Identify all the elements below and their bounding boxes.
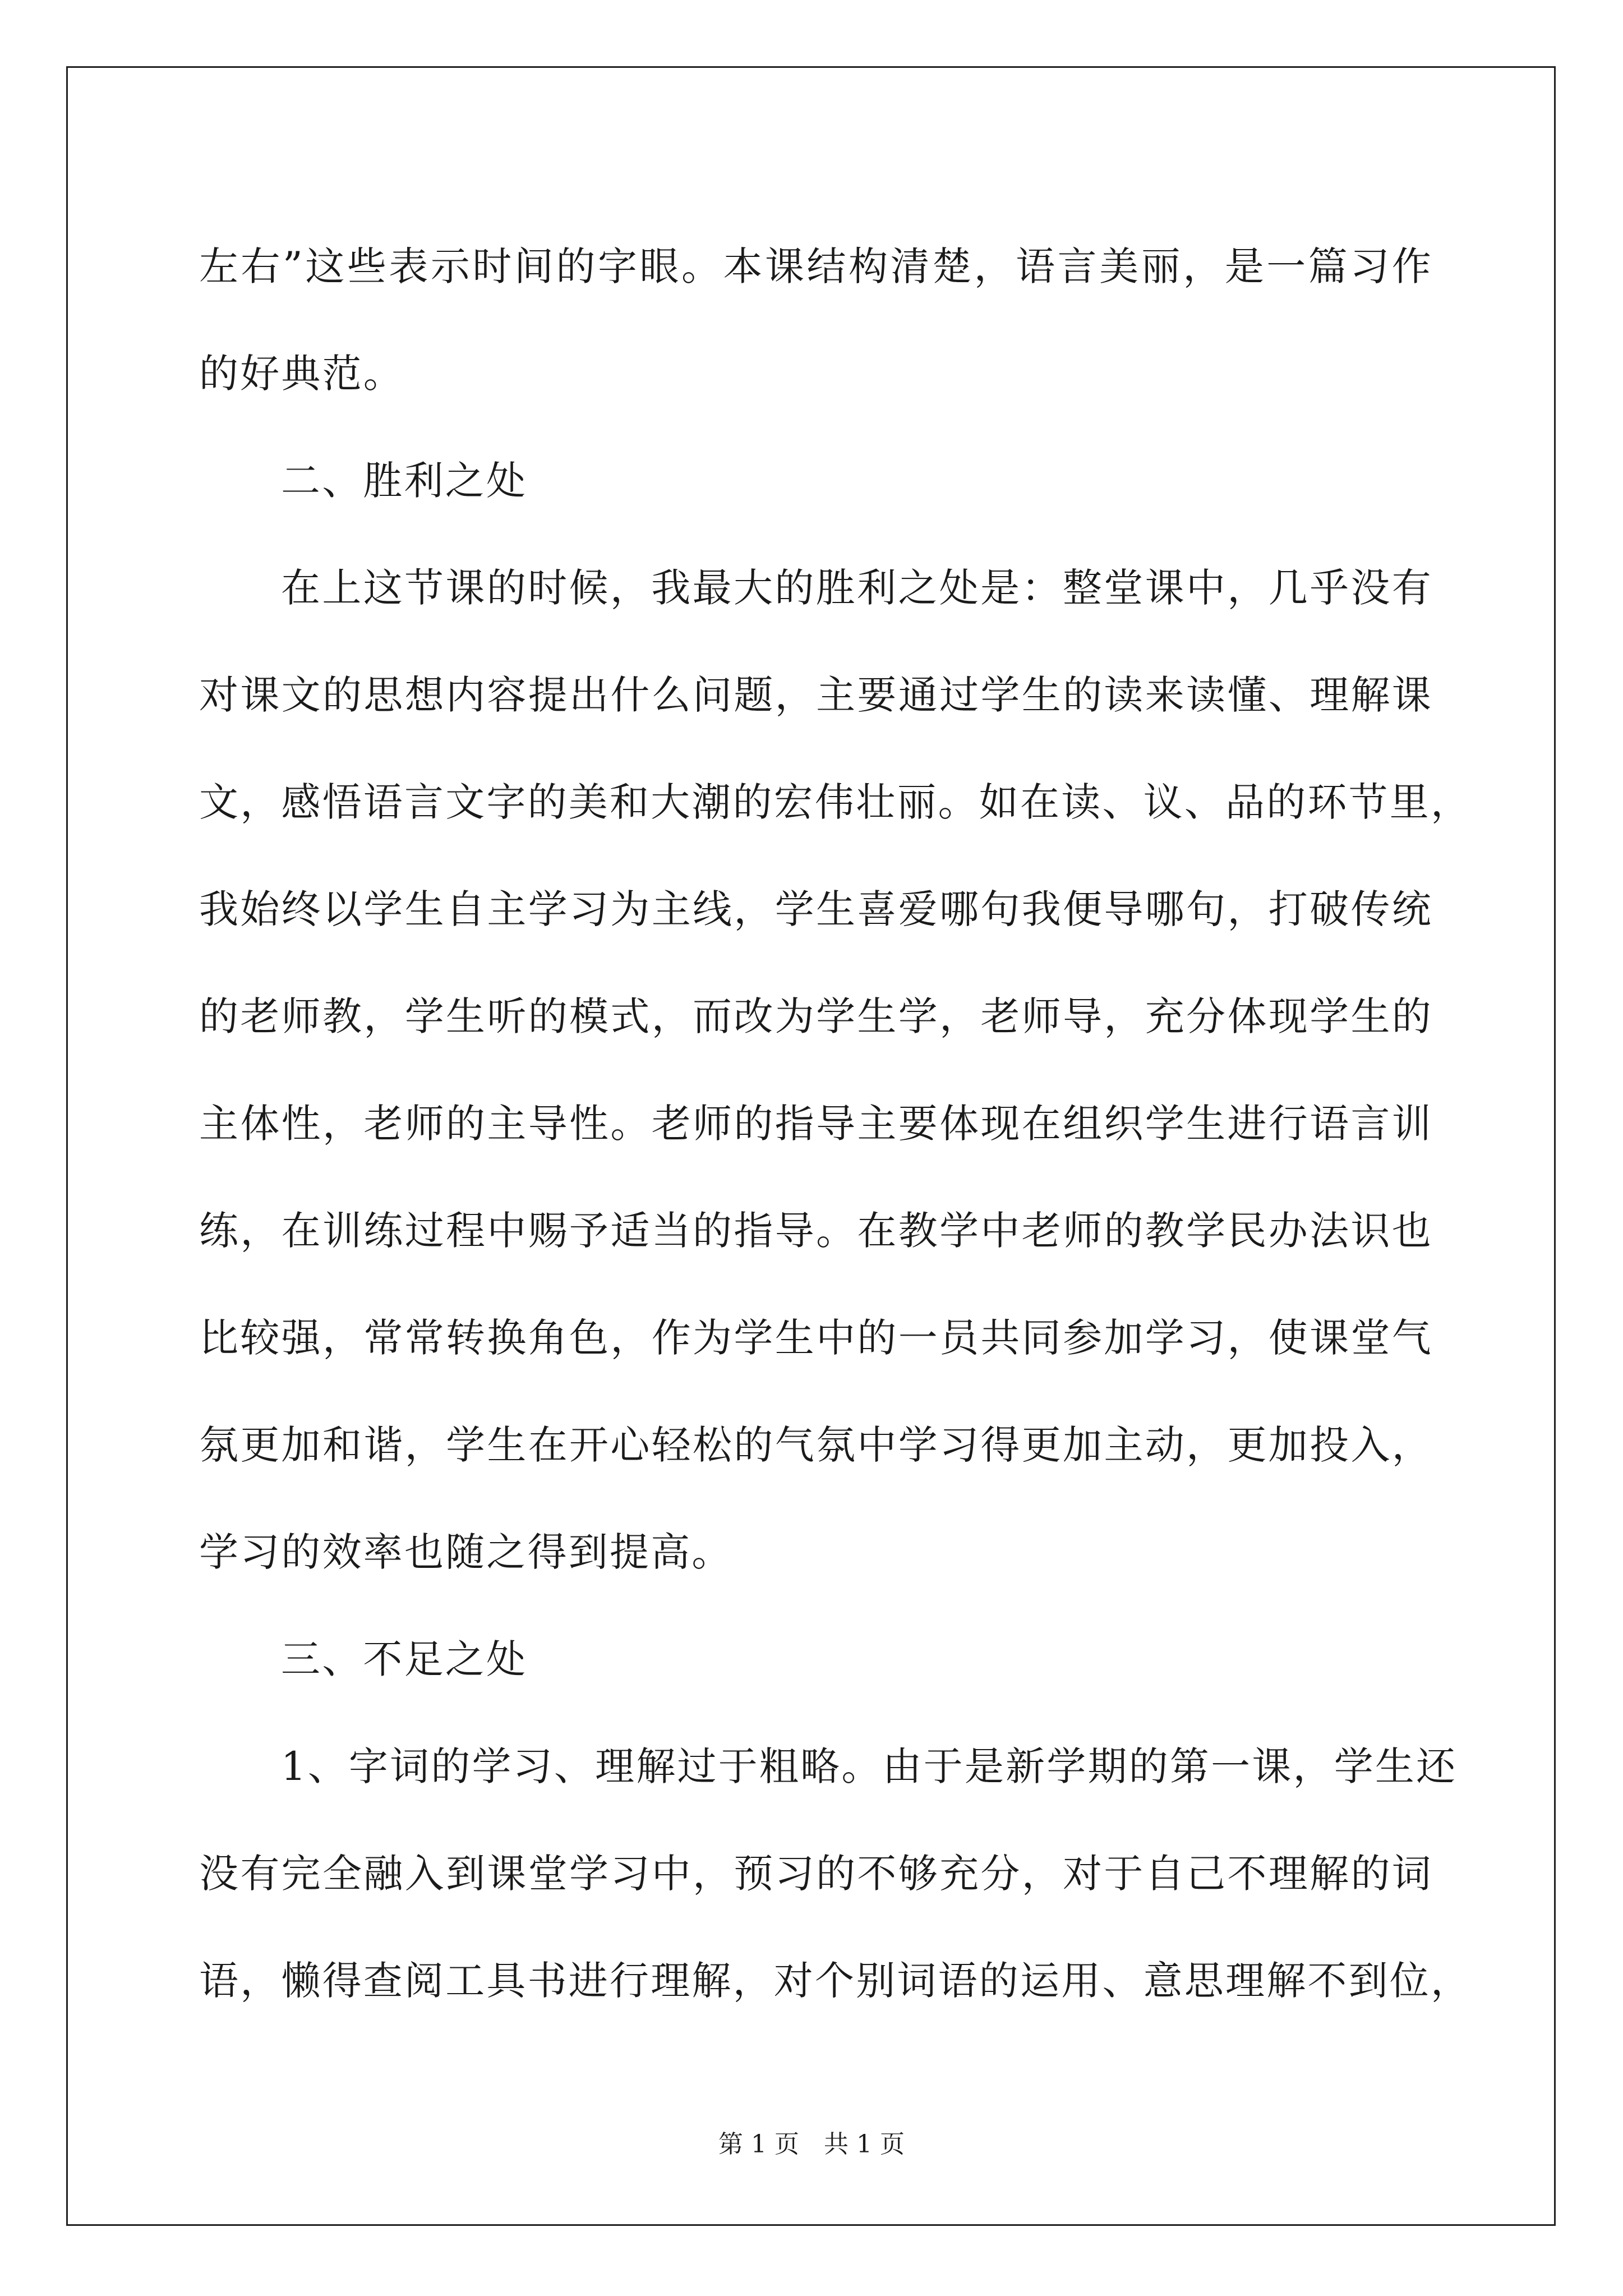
page-footer xyxy=(0,2129,1623,2160)
text-line: 比较强，常常转换角色，作为学生中的一员共同参加学习，使课堂气 xyxy=(199,1315,1433,1361)
text-line: 练，在训练过程中赐予适当的指导。在教学中老师的教学民办法识也 xyxy=(199,1208,1433,1254)
text-line: 1、字词的学习、理解过于粗略。由于是新学期的第一课，学生还 xyxy=(281,1743,1458,1789)
page-number: 第 1 页 xyxy=(718,2130,799,2159)
text-line: 对课文的思想内容提出什么问题，主要通过学生的读来读懂、理解课 xyxy=(199,672,1433,718)
text-line: 没有完全融入到课堂学习中，预习的不够充分，对于自己不理解的词 xyxy=(199,1851,1433,1897)
text-line: 主体性，老师的主导性。老师的指导主要体现在组织学生进行语言训 xyxy=(199,1101,1433,1147)
page-total: 共 1 页 xyxy=(824,2130,905,2159)
section-heading: 二、胜利之处 xyxy=(281,458,528,504)
text-line: 学习的效率也随之得到提高。 xyxy=(199,1529,733,1575)
text-line: 氛更加和谐，学生在开心轻松的气氛中学习得更加主动，更加投入， xyxy=(199,1422,1433,1468)
text-line: 文，感悟语言文字的美和大潮的宏伟壮丽。如在读、议、品的环节里， xyxy=(199,779,1472,825)
text-line: 的老师教，学生听的模式，而改为学生学，老师导，充分体现学生的 xyxy=(199,993,1433,1039)
text-line: 在上这节课的时候，我最大的胜利之处是：整堂课中，几乎没有 xyxy=(281,565,1433,611)
text-line: 的好典范。 xyxy=(199,351,404,397)
text-line: 左右”这些表示时间的字眼。本课结构清楚，语言美丽，是一篇习作 xyxy=(199,243,1433,289)
document-body xyxy=(199,213,1472,2035)
text-line: 我始终以学生自主学习为主线，学生喜爱哪句我便导哪句，打破传统 xyxy=(199,886,1433,932)
section-heading: 三、不足之处 xyxy=(281,1636,528,1682)
text-line: 语，懒得查阅工具书进行理解，对个别词语的运用、意思理解不到位， xyxy=(199,1958,1472,2004)
